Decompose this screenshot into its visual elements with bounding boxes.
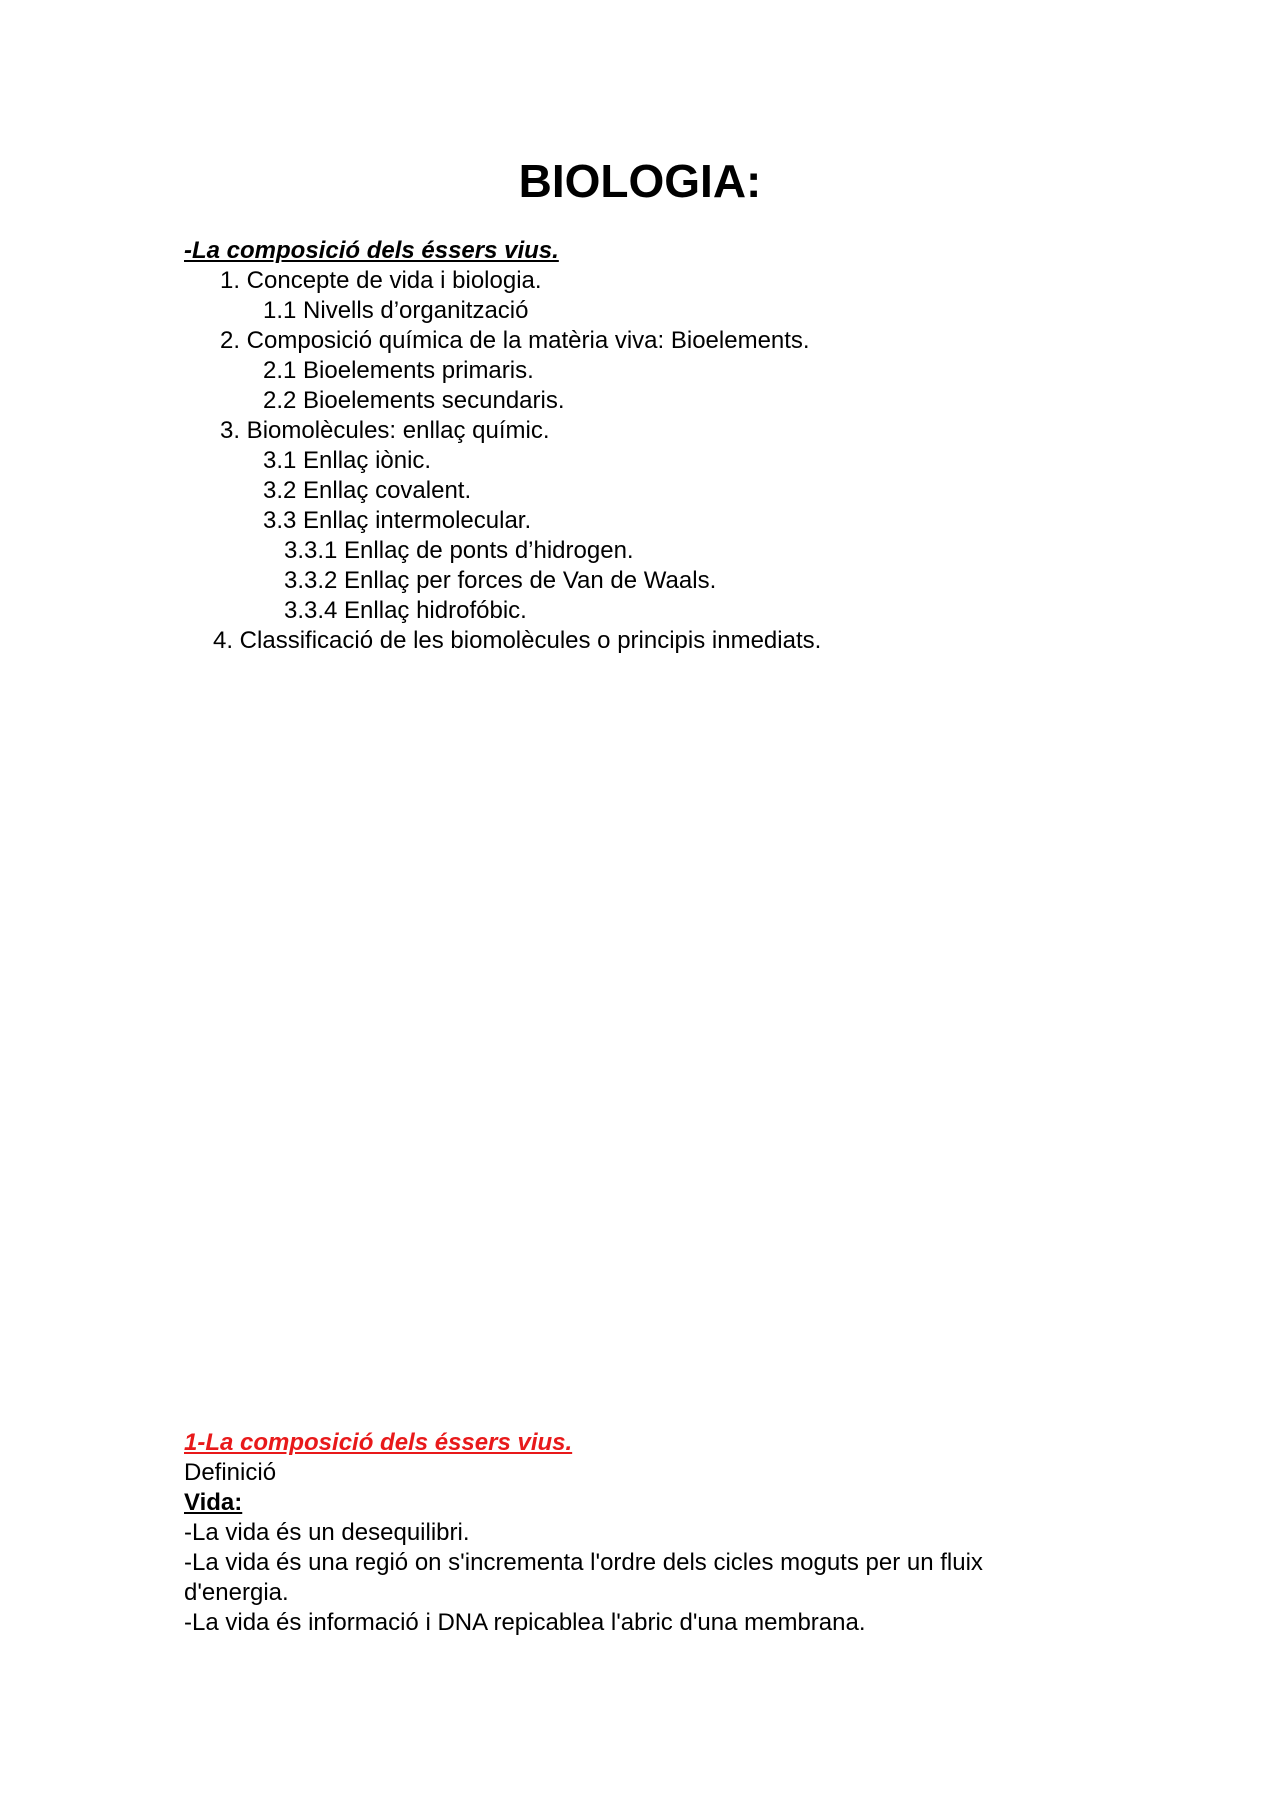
- toc-item: 1. Concepte de vida i biologia.: [220, 267, 542, 294]
- toc-item: 3.3.4 Enllaç hidrofóbic.: [284, 597, 527, 624]
- toc-item: 3.3 Enllaç intermolecular.: [263, 507, 532, 534]
- paragraph: -La vida és una regió on s'incrementa l'ordre dels cicles moguts per un fluix d'energia.: [184, 1549, 983, 1606]
- table-of-contents: [184, 236, 1144, 656]
- toc-item: 4. Classificació de les biomolècules o principis inmediats.: [213, 627, 822, 654]
- toc-item: 2.2 Bioelements secundaris.: [263, 387, 565, 414]
- toc-item: 3.3.2 Enllaç per forces de Van de Waals.: [284, 567, 717, 594]
- toc-item: 3.2 Enllaç covalent.: [263, 477, 472, 504]
- definition-label: Definició: [184, 1459, 277, 1486]
- toc-item: 3.3.1 Enllaç de ponts d’hidrogen.: [284, 537, 634, 564]
- paragraph: -La vida és un desequilibri.: [184, 1519, 470, 1546]
- paragraph: -La vida és informació i DNA repicablea l'abric d'una membrana.: [184, 1609, 866, 1636]
- toc-item: 3.1 Enllaç iònic.: [263, 447, 432, 474]
- term-label: Vida:: [184, 1489, 243, 1516]
- toc-item: 1.1 Nivells d’organització: [263, 297, 529, 324]
- toc-item: 2. Composició química de la matèria viva: Bioelements.: [220, 327, 810, 354]
- section-composicio: [184, 1428, 1084, 1638]
- section-heading: 1-La composició dels éssers vius.: [184, 1429, 573, 1456]
- page-title: BIOLOGIA:: [518, 155, 762, 207]
- toc-heading: -La composició dels éssers vius.: [184, 237, 559, 264]
- toc-item: 2.1 Bioelements primaris.: [263, 357, 534, 384]
- toc-item: 3. Biomolècules: enllaç químic.: [220, 417, 550, 444]
